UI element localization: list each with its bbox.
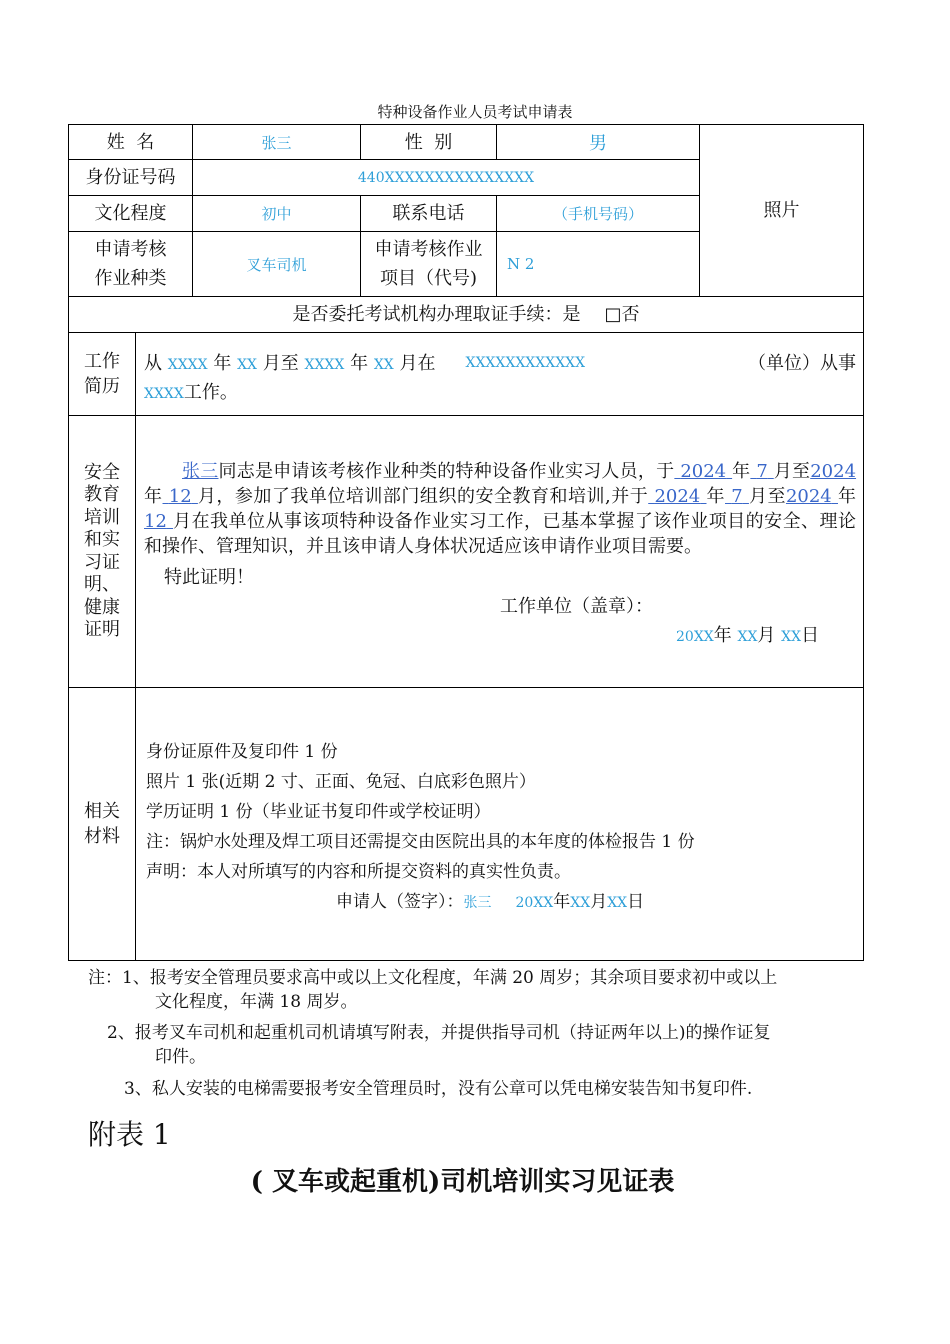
signature-date-month: XX xyxy=(570,895,591,911)
work-label-cell xyxy=(68,332,136,416)
work-label-line2: 简历 xyxy=(84,376,120,397)
work-start-year: XXXX xyxy=(167,357,208,373)
training-label-2: 教育 xyxy=(84,484,120,505)
materials-label-line1: 相关 xyxy=(84,801,120,822)
signature-year-char: 年 xyxy=(553,892,571,912)
training-label-cell xyxy=(68,415,136,688)
gender-value-cell[interactable] xyxy=(496,124,700,160)
signature-date-year: 20XX xyxy=(515,895,554,911)
materials-list xyxy=(146,737,695,887)
gender-label: 性 别 xyxy=(404,131,453,153)
note-2b: 印件。 xyxy=(155,1047,206,1067)
appendix-label: 附表 1 xyxy=(88,1118,171,1151)
signature-day-char: 日 xyxy=(627,892,645,912)
training-label-1: 安全 xyxy=(84,461,120,483)
training-month-4: 12 xyxy=(144,511,167,532)
training-content-cell[interactable] xyxy=(135,415,864,688)
training-paragraph xyxy=(144,459,856,559)
signature-month-char: 月 xyxy=(590,892,608,912)
phone-value-cell[interactable] xyxy=(496,195,700,232)
work-text xyxy=(144,350,856,408)
name-label-cell xyxy=(68,124,193,160)
id-label-cell xyxy=(68,159,193,196)
training-month-2: 12 xyxy=(168,486,192,507)
type-value: 叉车司机 xyxy=(246,255,307,274)
training-month-to-1: 月至 xyxy=(773,461,811,482)
work-job-suffix: 工作。 xyxy=(183,382,238,403)
name-value: 张三 xyxy=(261,133,292,152)
work-start-month: XX xyxy=(237,357,258,373)
type-label-cell xyxy=(68,231,193,297)
id-value: 440XXXXXXXXXXXXXXX xyxy=(357,169,535,186)
materials-item-3: 学历证明 1 份（毕业证书复印件或学校证明） xyxy=(146,802,491,822)
work-company: XXXXXXXXXXXX xyxy=(465,355,586,371)
materials-item-5: 声明：本人对所填写的内容和所提交资料的真实性负责。 xyxy=(146,862,571,882)
note-1b: 文化程度，年满 18 周岁。 xyxy=(155,992,358,1012)
edu-label-cell xyxy=(68,195,193,232)
work-year-char: 年 xyxy=(213,353,232,374)
work-end-month: XX xyxy=(373,357,394,373)
delegate-row xyxy=(68,296,864,333)
materials-item-1: 身份证原件及复印件 1 份 xyxy=(146,742,338,762)
training-year-2: 2024 xyxy=(810,461,857,482)
training-label-4: 和实 xyxy=(84,529,120,550)
training-date-month: XX xyxy=(737,629,758,645)
edu-value-cell[interactable] xyxy=(192,195,361,232)
materials-signature xyxy=(336,887,644,918)
signature-label: 申请人（签字）： xyxy=(336,892,464,912)
note-2a: 2、报考叉车司机和起重机司机请填写附表，并提供指导司机（持证两年以上)的操作证复 xyxy=(107,1023,771,1043)
training-person-name: 张三 xyxy=(182,461,219,482)
training-date xyxy=(676,623,819,650)
delegate-no-label: 否 xyxy=(621,304,640,325)
training-year-char-2: 年 xyxy=(144,486,163,507)
id-value-cell[interactable] xyxy=(192,159,700,196)
work-job: XXXX xyxy=(144,386,184,402)
training-year-4: 2024 xyxy=(785,486,832,507)
training-label-5: 习证 xyxy=(84,551,120,573)
training-text-3: 月在我单位从事该项特种设备作业实习工作，已基本掌握了该作业项目的安全、理论和操作、管理知识，并且该申请人身体状况适应该申请作业项目需要。 xyxy=(144,511,856,557)
gender-value: 男 xyxy=(589,133,607,154)
work-line2 xyxy=(144,379,856,408)
note-1a: 注：1、报考安全管理员要求高中或以上文化程度，年满 20 周岁；其余项目要求初中或以上 xyxy=(88,968,778,988)
id-label: 身份证号码 xyxy=(85,167,176,188)
phone-label: 联系电话 xyxy=(392,203,465,224)
materials-item-4: 注：锅炉水处理及焊工项目还需提交由医院出具的本年度的体检报告 1 份 xyxy=(146,832,695,852)
work-from: 从 xyxy=(144,353,162,374)
materials-item-2: 照片 1 张(近期 2 寸、正面、免冠、白底彩色照片） xyxy=(146,772,536,792)
work-month-to: 月至 xyxy=(262,353,299,374)
training-year-char-4: 年 xyxy=(838,486,856,507)
form-title: 特种设备作业人员考试申请表 xyxy=(377,103,573,121)
name-value-cell[interactable] xyxy=(192,124,361,160)
materials-label-line2: 材料 xyxy=(84,826,120,847)
training-label-7: 健康 xyxy=(84,596,120,618)
work-label-line1: 工作 xyxy=(84,351,120,372)
materials-content-cell[interactable] xyxy=(135,687,864,961)
edu-value: 初中 xyxy=(261,205,292,223)
training-year-3: 2024 xyxy=(654,486,701,507)
training-month-1: 7 xyxy=(756,461,768,482)
training-date-day: XX xyxy=(781,629,802,645)
signature-date-day: XX xyxy=(607,895,628,911)
training-label-6: 明、 xyxy=(84,574,120,595)
work-unit-label: （单位）从事 xyxy=(748,353,856,374)
training-date-day-char: 日 xyxy=(801,625,820,646)
delegate-question: 是否委托考试机构办理取证手续：是 xyxy=(292,304,581,325)
type-label-line1: 申请考核 xyxy=(94,239,167,260)
note-3: 3、私人安装的电梯需要报考安全管理员时，没有公章可以凭电梯安装告知书复印件. xyxy=(124,1079,753,1099)
training-year-char-3: 年 xyxy=(706,486,726,507)
type-label-line2: 作业种类 xyxy=(94,268,167,289)
training-label-8: 证明 xyxy=(84,619,120,640)
training-certify: 特此证明！ xyxy=(164,567,254,588)
training-stamp-label: 工作单位（盖章）： xyxy=(500,596,653,617)
signature-name: 张三 xyxy=(463,895,492,911)
work-content-cell[interactable] xyxy=(135,332,864,416)
type-value-cell[interactable] xyxy=(192,231,361,297)
item-value: N 2 xyxy=(507,255,535,273)
training-year-1: 2024 xyxy=(680,461,727,482)
photo-label: 照片 xyxy=(763,200,800,221)
work-end-year: XXXX xyxy=(304,357,345,373)
work-dates xyxy=(144,350,436,379)
training-text-1: 同志是申请该考核作业种类的特种设备作业实习人员，于 xyxy=(218,461,675,482)
training-label-3: 培训 xyxy=(84,506,120,528)
work-year-char-2: 年 xyxy=(350,353,369,374)
gender-label-cell xyxy=(360,124,497,160)
training-date-year: 20XX xyxy=(676,629,714,645)
edu-label: 文化程度 xyxy=(94,203,167,224)
training-date-month-char: 月 xyxy=(757,625,776,646)
materials-label-cell xyxy=(68,687,136,961)
training-month-3: 7 xyxy=(731,486,743,507)
work-month-at: 月在 xyxy=(399,353,436,374)
work-line1 xyxy=(144,350,856,379)
appendix-heading: ( 叉车或起重机)司机培训实习见证表 xyxy=(250,1167,675,1197)
training-month-to-2: 月至 xyxy=(748,486,786,507)
training-year-char-1: 年 xyxy=(732,461,751,482)
phone-value: （手机号码） xyxy=(552,205,643,223)
item-label-cell xyxy=(360,231,497,297)
training-text-2: 月，参加了我单位培训部门组织的安全教育和培训,并于 xyxy=(197,486,649,507)
delegate-no-checkbox[interactable]: □ xyxy=(604,304,622,325)
item-label-line2: 项目（代号) xyxy=(379,268,478,289)
photo-cell[interactable] xyxy=(699,124,864,297)
training-date-year-char: 年 xyxy=(713,625,732,646)
phone-label-cell xyxy=(360,195,497,232)
item-label-line1: 申请考核作业 xyxy=(374,239,483,260)
name-label: 姓 名 xyxy=(106,131,155,153)
item-value-cell[interactable] xyxy=(496,231,700,297)
